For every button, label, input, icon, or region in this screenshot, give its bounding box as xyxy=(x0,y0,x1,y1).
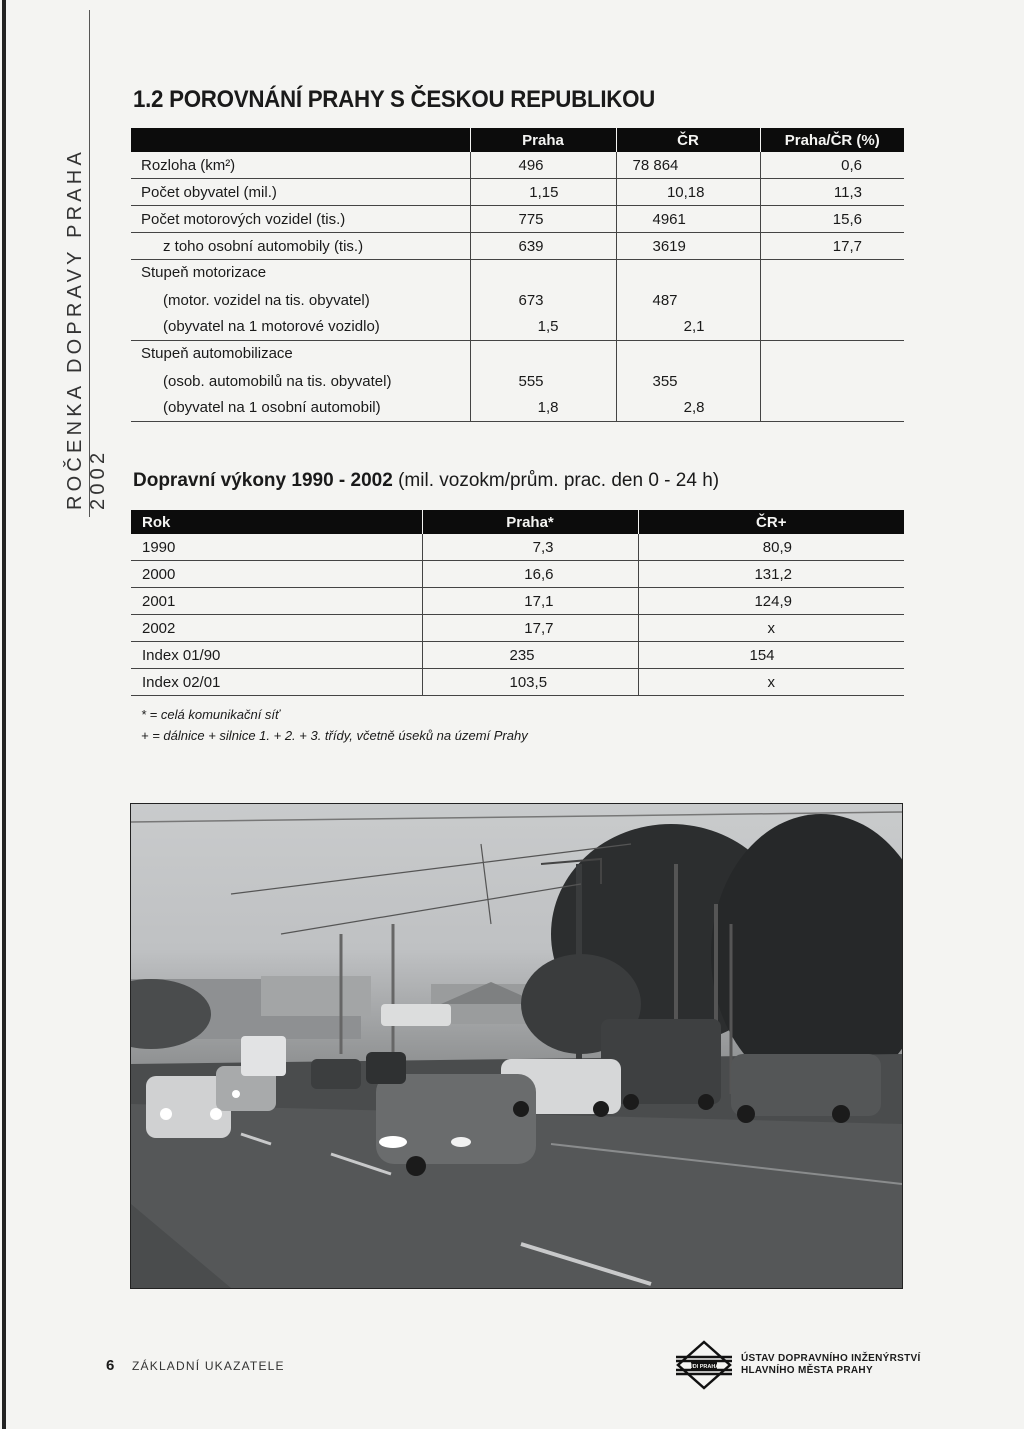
comparison-table xyxy=(131,128,904,422)
praha-value: 639 xyxy=(470,233,616,260)
praha-value: 673 xyxy=(518,292,544,309)
table-row xyxy=(131,206,904,233)
sub-label: (obyvatel na 1 motorové vozidlo) xyxy=(163,318,380,335)
traffic-photo xyxy=(130,803,903,1289)
table-row xyxy=(131,233,904,260)
group-label: Stupeň automobilizace xyxy=(141,345,293,362)
table-row xyxy=(131,669,904,696)
cr-cell: x xyxy=(638,615,904,642)
header-ratio: Praha/ČR (%) xyxy=(760,128,904,152)
header-year: Rok xyxy=(131,510,422,534)
header-praha: Praha* xyxy=(422,510,638,534)
table-row xyxy=(131,588,904,615)
year-cell: 2001 xyxy=(131,588,422,615)
praha-value: 1,8 xyxy=(537,399,559,416)
note-plus: + = dálnice + silnice 1. + 2. + 3. třídy, včetně úseků na území Prahy xyxy=(141,728,528,743)
praha-cell: 103,5 xyxy=(422,669,638,696)
cr-value: 2,8 xyxy=(683,399,705,416)
year-cell: Index 02/01 xyxy=(131,669,422,696)
ratio-value: 11,3 xyxy=(760,179,904,206)
ratio-value: 0,6 xyxy=(760,152,904,179)
year-cell: 1990 xyxy=(131,534,422,561)
row-label: z toho osobní automobily (tis.) xyxy=(131,233,470,260)
cr-cell: x xyxy=(638,669,904,696)
cr-cell: 131,2 xyxy=(638,561,904,588)
section-heading: 1.2 POROVNÁNÍ PRAHY S ČESKOU REPUBLIKOU xyxy=(133,86,656,113)
year-cell: 2002 xyxy=(131,615,422,642)
cr-value: 78 864 xyxy=(616,152,760,179)
institute-line1: ÚSTAV DOPRAVNÍHO INŽENÝRSTVÍ xyxy=(741,1353,921,1364)
logo-text: ÚDI PRAHA xyxy=(688,1364,720,1370)
cr-cell: 80,9 xyxy=(638,534,904,561)
table-row-group xyxy=(131,260,904,341)
ratio-empty xyxy=(760,260,904,341)
side-title: ROČENKA DOPRAVY PRAHA 2002 xyxy=(64,149,109,510)
ratio-value: 17,7 xyxy=(760,233,904,260)
sub-label: (motor. vozidel na tis. obyvatel) xyxy=(163,292,370,309)
table-row xyxy=(131,561,904,588)
praha-cell: 17,1 xyxy=(422,588,638,615)
cr-value: 10,18 xyxy=(616,179,760,206)
subtitle-bold: Dopravní výkony 1990 - 2002 xyxy=(133,470,393,491)
traffic-table xyxy=(131,510,904,696)
comparison-header-row xyxy=(131,128,904,152)
ratio-empty xyxy=(760,341,904,422)
praha-cell: 7,3 xyxy=(422,534,638,561)
header-blank xyxy=(131,128,470,152)
institute-line2: HLAVNÍHO MĚSTA PRAHY xyxy=(741,1365,873,1376)
sub-label: (obyvatel na 1 osobní automobil) xyxy=(163,399,381,416)
praha-cell: 235 xyxy=(422,642,638,669)
table-notes xyxy=(141,704,528,746)
group-label: Stupeň motorizace xyxy=(141,264,267,281)
sub-label: (osob. automobilů na tis. obyvatel) xyxy=(163,373,392,390)
praha-value: 1,5 xyxy=(537,318,559,335)
cr-value: 355 xyxy=(652,373,678,390)
header-praha: Praha xyxy=(470,128,616,152)
institute-name xyxy=(741,1353,921,1377)
header-cr: ČR xyxy=(616,128,760,152)
left-margin-rule xyxy=(2,0,6,1429)
cr-value: 2,1 xyxy=(683,318,705,335)
cr-cell: 154 xyxy=(638,642,904,669)
subtitle-rest: (mil. vozokm/prům. prac. den 0 - 24 h) xyxy=(392,470,720,491)
ratio-value: 15,6 xyxy=(760,206,904,233)
cr-value: 3619 xyxy=(616,233,760,260)
row-label: Počet motorových vozidel (tis.) xyxy=(131,206,470,233)
row-label: Počet obyvatel (mil.) xyxy=(131,179,470,206)
street-photo-illustration xyxy=(131,804,902,1288)
cr-value: 4961 xyxy=(616,206,760,233)
traffic-subtitle xyxy=(133,470,719,492)
udi-praha-logo-icon xyxy=(676,1340,732,1390)
praha-value: 1,15 xyxy=(470,179,616,206)
table-row xyxy=(131,534,904,561)
year-cell: 2000 xyxy=(131,561,422,588)
year-cell: Index 01/90 xyxy=(131,642,422,669)
section-label: ZÁKLADNÍ UKAZATELE xyxy=(132,1359,285,1373)
table-row xyxy=(131,615,904,642)
header-cr: ČR+ xyxy=(638,510,904,534)
table-row-group xyxy=(131,341,904,422)
page-number: 6 xyxy=(106,1357,115,1374)
table-row xyxy=(131,152,904,179)
table-row xyxy=(131,642,904,669)
row-label: Rozloha (km²) xyxy=(131,152,470,179)
praha-value: 775 xyxy=(470,206,616,233)
table-row xyxy=(131,179,904,206)
praha-cell: 16,6 xyxy=(422,561,638,588)
praha-cell: 17,7 xyxy=(422,615,638,642)
cr-value: 487 xyxy=(652,292,678,309)
note-asterisk: * = celá komunikační síť xyxy=(141,707,280,722)
cr-cell: 124,9 xyxy=(638,588,904,615)
praha-value: 496 xyxy=(470,152,616,179)
praha-value: 555 xyxy=(518,373,544,390)
traffic-header-row xyxy=(131,510,904,534)
